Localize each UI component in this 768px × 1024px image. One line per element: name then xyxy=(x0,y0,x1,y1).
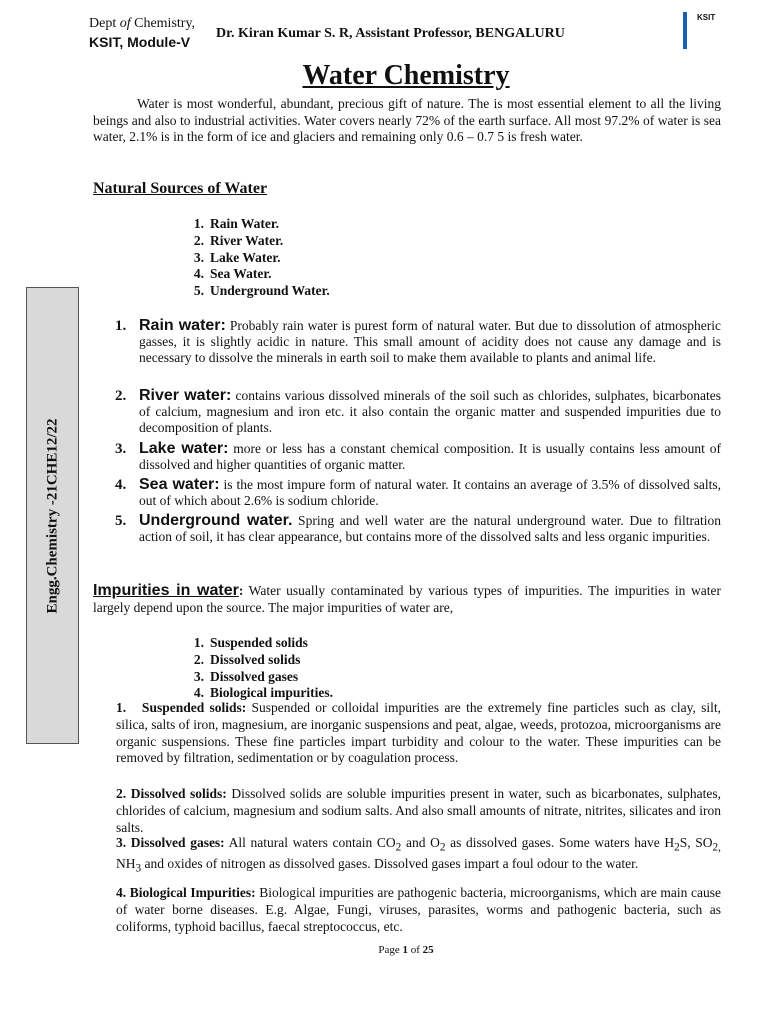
list-item: 4. Sea Water. xyxy=(193,266,272,282)
sources-heading: Natural Sources of Water xyxy=(93,180,268,197)
biological-impurities-paragraph: 4. Biological Impurities: Biological impurities are pathogenic bacteria, microorganisms, which are main cause of water borne diseases. E.g. Algae, Fungi, viruses, parasites, worms and pathogenic bacteria, such as coliforms, typhoid bacillus, faecal streptococcus, etc. xyxy=(116,885,722,934)
header-department xyxy=(89,16,195,50)
list-item: 4. Biological impurities. xyxy=(193,685,333,701)
dissolved-solids-paragraph: 2. Dissolved solids: Dissolved solids are soluble impurities present in water, such as bicarbonates, sulphates, chlorides of calcium, magnesium and sodium salts. And also small amounts of nitrate, nitrites, silicates and iron salts. xyxy=(116,786,721,835)
side-label-box xyxy=(26,287,79,744)
intro-paragraph xyxy=(93,96,721,146)
detail-rain-water: 1. Rain water: Probably rain water is purest form of natural water. But due to dissolution of atmospheric gasses, it is slightly acidic in nature. This small amount of acidity does not cause any damage and is necessary to dissolve the minerals in earth soil to make them available to plants and animal life. xyxy=(115,317,721,365)
logo-text: KSIT xyxy=(697,13,716,22)
dissolved-gases-paragraph: 3. Dissolved gases: All natural waters contain $CO_2$ and $O_2$ as dissolved gases. Some waters have $H_2S$, $SO_{2,}$ $NH_3$ and oxides of nitrogen as dissolved gases. Dissolved gases impart a foul odour to the water. xyxy=(116,835,721,876)
dept-of: of xyxy=(119,16,131,31)
list-item: 1. Suspended solids xyxy=(193,635,308,650)
side-label: Engg.Chemistry -21CHE12/22 xyxy=(44,418,60,613)
page-title: Water Chemistry xyxy=(302,60,510,91)
sources-list xyxy=(181,216,330,300)
list-item: 3. Dissolved gases xyxy=(193,668,299,684)
header-author: Dr. Kiran Kumar S. R, Assistant Professor, BENGALURU xyxy=(216,26,565,41)
list-item: 2. Dissolved solids xyxy=(193,651,301,667)
impurities-list xyxy=(181,635,333,702)
list-item: 3. Lake Water. xyxy=(193,249,281,265)
logo-bar xyxy=(683,12,687,49)
list-item: 1. Rain Water. xyxy=(193,216,280,231)
impurities-paragraph: Impurities in water: Water usually contaminated by various types of impurities. The impurities in water largely depend upon the source. The major impurities of water are, xyxy=(93,582,721,615)
intro-text: Water is most wonderful, abundant, precious gift of nature. The is most essential element to all the living beings and also to industrial activities. Water covers nearly 72% of the earth surface. All most 97.2% of water is sea water, 2.1% is in the form of ice and glaciers and remaining only 0.6 – 0.7 5 is fresh water. xyxy=(93,96,721,144)
header-module: KSIT, Module-V xyxy=(89,34,191,50)
impurities-heading: Impurities in water xyxy=(93,582,239,599)
detail-lake-water: 3. Lake water: more or less has a constant chemical composition. It is usually contains less amount of dissolved and higher quantities of organic matter. xyxy=(115,440,721,472)
page-footer: Page 1 of 25 xyxy=(378,944,434,956)
detail-underground-water: 5. Underground water. Spring and well water are the natural underground water. Due to filtration action of soil, it has clear appearance, but contains more of the dissolved salts and less organic impurities. xyxy=(115,512,722,544)
detail-river-water: 2. River water: contains various dissolved minerals of the soil such as chlorides, sulphates, bicarbonates of calcium, magnesium and iron etc. it also contain the organic matter and suspended impurities due to decomposition of plants. xyxy=(115,387,721,435)
detail-sea-water: 4. Sea water: is the most impure form of natural water. It contains an average of 3.5% of dissolved salts, out of which about 2.6% is sodium chloride. xyxy=(115,476,722,508)
suspended-solids-paragraph: 1. Suspended solids: Suspended or colloidal impurities are the extremely fine particles such as clay, silt, silica, salts of iron, magnesium, are inorganic suspensions and peat, algae, weeds, protozoa, microorganisms are organic suspensions. These fine particles impart turbidity and colour to the water. These impurities can be removed by filtration, sedimentation or by coagulation process. xyxy=(116,700,721,766)
list-item: 5. Underground Water. xyxy=(193,283,330,299)
dept-prefix: Dept xyxy=(89,16,120,31)
dept-suffix: Chemistry, xyxy=(130,16,196,31)
list-item: 2. River Water. xyxy=(193,232,284,248)
